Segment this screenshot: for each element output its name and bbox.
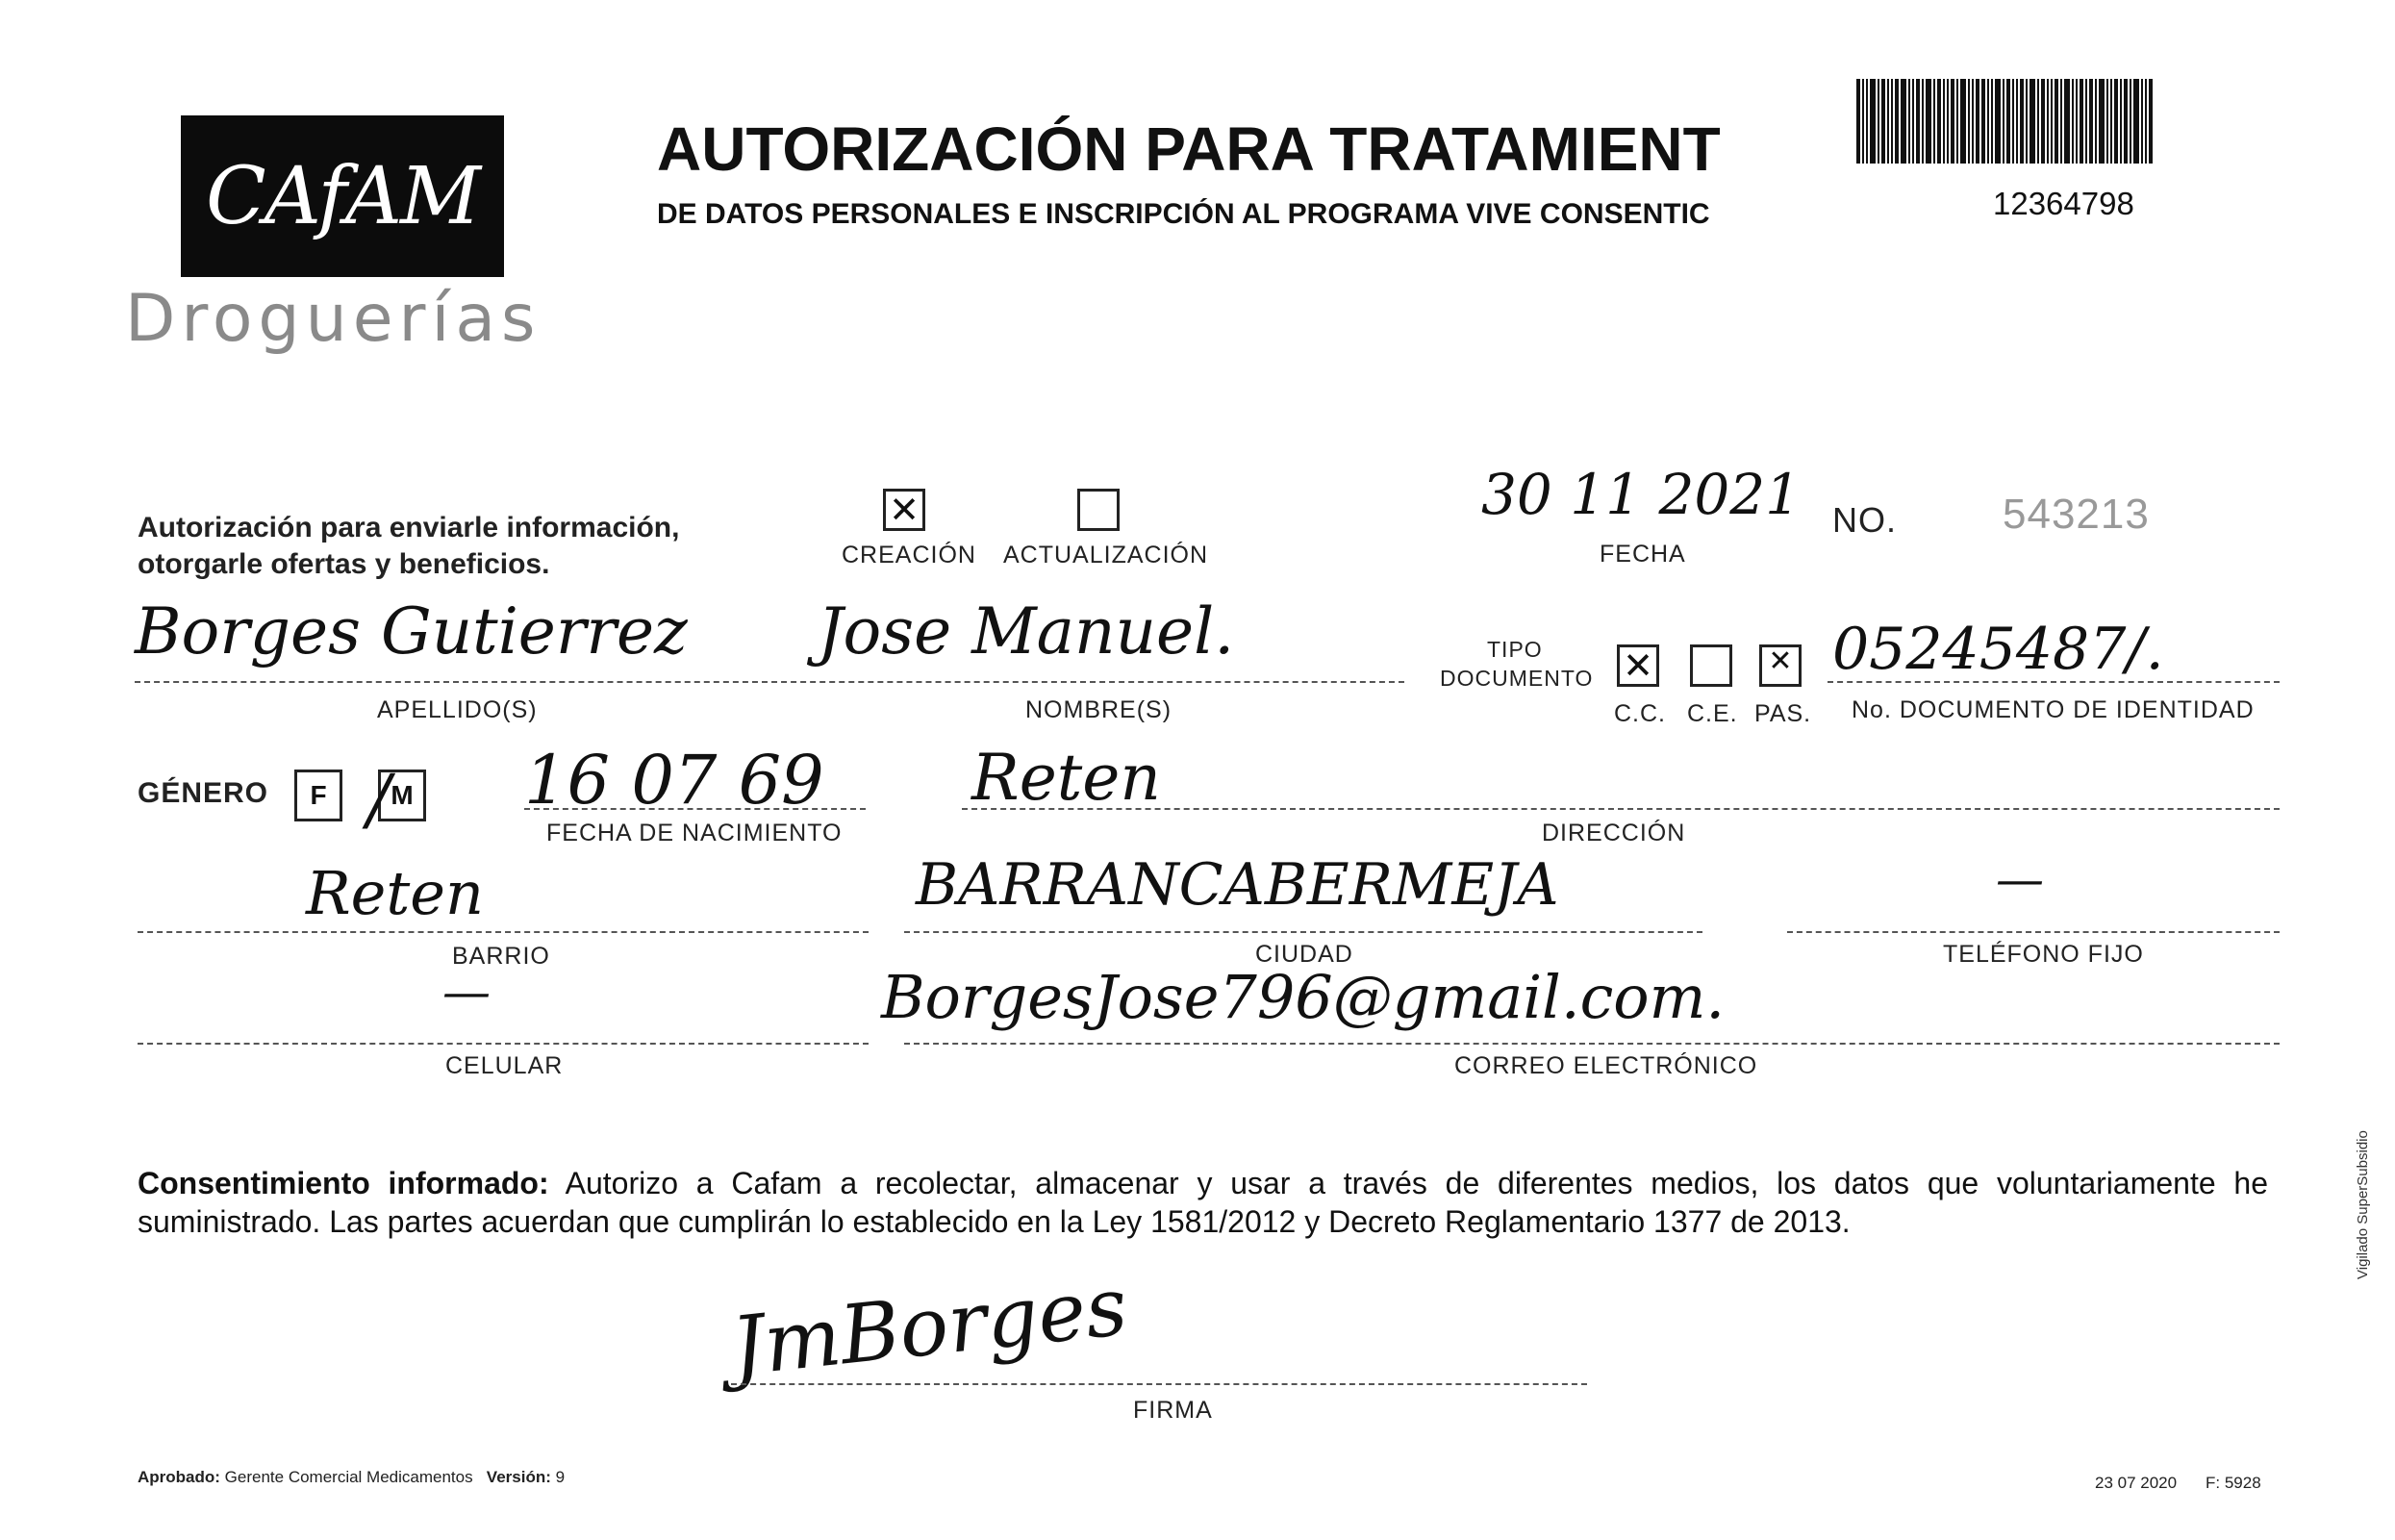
tipo-documento-label-1: TIPO — [1487, 637, 1543, 662]
barcode-bar — [2106, 79, 2108, 164]
barcode-bar — [2072, 79, 2074, 164]
barcode-bar — [2012, 79, 2014, 164]
consent-paragraph — [138, 1164, 2268, 1241]
barcode-bar — [2099, 79, 2105, 164]
firma-label: FIRMA — [1133, 1397, 1213, 1424]
ciudad-value[interactable]: BARRANCABERMEJA — [916, 851, 1559, 919]
aprobado-value: Gerente Comercial Medicamentos — [224, 1468, 473, 1486]
no-value: 543213 — [2003, 491, 2150, 538]
fecha-nacimiento-value[interactable]: 16 07 69 — [524, 741, 824, 820]
barcode-bar — [2149, 79, 2153, 164]
nombres-value[interactable]: Jose Manuel. — [818, 594, 1235, 669]
direccion-value[interactable]: Reten — [971, 741, 1161, 815]
fecha-nacimiento-label: FECHA DE NACIMIENTO — [546, 820, 843, 846]
name-underline — [135, 681, 1404, 683]
barcode-bar — [1926, 79, 1931, 164]
barcode-bar — [2020, 79, 2024, 164]
barcode-bar — [1916, 79, 1920, 164]
barcode-bar — [2133, 79, 2139, 164]
telefono-underline — [1787, 931, 2280, 933]
barcode-bar — [1895, 79, 1899, 164]
barcode-bar — [1922, 79, 1924, 164]
barcode — [1856, 79, 2241, 164]
celular-underline — [138, 1043, 869, 1045]
barcode-bar — [2041, 79, 2045, 164]
apellidos-label: APELLIDO(S) — [377, 696, 538, 723]
footer-form-code: F: 5928 — [2206, 1474, 2261, 1492]
barcode-bar — [1943, 79, 1945, 164]
cc-check-mark: ✕ — [1623, 644, 1653, 687]
footer-date: 23 07 2020 — [2095, 1474, 2178, 1492]
logo-text: CAfAM — [205, 150, 480, 242]
barcode-bar — [1956, 79, 1958, 164]
barcode-bar — [1960, 79, 1966, 164]
correo-label: CORREO ELECTRÓNICO — [1454, 1052, 1758, 1079]
barcode-bar — [1870, 79, 1876, 164]
fecha-label: FECHA — [1600, 541, 1686, 568]
barcode-bar — [2051, 79, 2053, 164]
ciudad-underline — [904, 931, 1702, 933]
barcode-bar — [2141, 79, 2143, 164]
barcode-bar — [2080, 79, 2083, 164]
tipo-documento-label-2: DOCUMENTO — [1440, 666, 1594, 691]
apellidos-value[interactable]: Borges Gutierrez — [135, 594, 688, 669]
creacion-checkbox[interactable] — [883, 489, 925, 531]
barcode-bar — [2085, 79, 2087, 164]
cc-label: C.C. — [1614, 700, 1666, 727]
signature-underline — [731, 1383, 1587, 1385]
barcode-bar — [1887, 79, 1889, 164]
documento-label: No. DOCUMENTO DE IDENTIDAD — [1852, 696, 2255, 723]
genero-label: GÉNERO — [138, 777, 269, 809]
ciudad-label: CIUDAD — [1255, 941, 1353, 968]
cafam-logo — [181, 115, 504, 277]
barrio-label: BARRIO — [452, 943, 550, 970]
document-title: AUTORIZACIÓN PARA TRATAMIENT — [657, 114, 1721, 184]
barcode-bar — [1981, 79, 1985, 164]
footer-approval — [138, 1468, 565, 1487]
creacion-check-mark: ✕ — [889, 489, 920, 531]
barcode-bar — [1901, 79, 1906, 164]
barcode-bar — [2130, 79, 2131, 164]
barcode-bar — [1866, 79, 1868, 164]
consent-lead: Consentimiento informado: — [138, 1166, 549, 1200]
barcode-bar — [2006, 79, 2010, 164]
barcode-bar — [1937, 79, 1941, 164]
barcode-bar — [2076, 79, 2078, 164]
barcode-bar — [1995, 79, 2001, 164]
aprobado-label: Aprobado: — [138, 1468, 220, 1486]
pas-check-mark: ✕ — [1768, 644, 1793, 678]
fecha-nacimiento-underline — [524, 808, 866, 810]
genero-f-box[interactable]: F — [294, 770, 342, 821]
barrio-value[interactable]: Reten — [306, 858, 484, 928]
ce-checkbox[interactable] — [1690, 644, 1732, 687]
telefono-value[interactable]: — — [1996, 851, 2044, 907]
side-vigilado-text: Vigilado SuperSubsidio — [2355, 1130, 2371, 1279]
barcode-bar — [1933, 79, 1935, 164]
cc-checkbox[interactable] — [1617, 644, 1659, 687]
barcode-bar — [1908, 79, 1910, 164]
barcode-bar — [1891, 79, 1893, 164]
genero-m-check-mark: / — [367, 760, 391, 839]
barcode-bar — [1856, 79, 1860, 164]
barcode-bar — [1951, 79, 1954, 164]
brand-subtitle: Droguerías — [125, 281, 542, 357]
documento-value[interactable]: 05245487/. — [1832, 616, 2164, 683]
barcode-bar — [2064, 79, 2070, 164]
ce-label: C.E. — [1687, 700, 1738, 727]
version-value: 9 — [555, 1468, 566, 1486]
actualizacion-label: ACTUALIZACIÓN — [1003, 542, 1209, 568]
barcode-bar — [1881, 79, 1885, 164]
barcode-bar — [2047, 79, 2049, 164]
barcode-bar — [2003, 79, 2004, 164]
barcode-number: 12364798 — [1993, 186, 2134, 221]
barcode-bar — [2120, 79, 2122, 164]
nombres-label: NOMBRE(S) — [1025, 696, 1172, 723]
consent-body: Autorizo a Cafam a recolectar, almacenar y usar a través de diferentes medios, los datos que voluntariamente he suministrado. Las partes acuerdan que cumplirán lo establecido en la Ley 1581/2012 y Decreto Reglamentario 1377 de 2013. — [138, 1166, 2269, 1239]
barcode-bar — [2029, 79, 2035, 164]
barcode-bar — [1947, 79, 1949, 164]
barcode-bar — [1987, 79, 1989, 164]
barcode-bar — [2055, 79, 2058, 164]
documento-underline — [1828, 681, 2280, 683]
barrio-underline — [138, 931, 869, 933]
barcode-bar — [1862, 79, 1864, 164]
correo-underline — [904, 1043, 2280, 1045]
pas-checkbox[interactable] — [1759, 644, 1802, 687]
correo-value[interactable]: BorgesJose796@gmail.com. — [881, 962, 1726, 1032]
genero-m-box[interactable]: M — [378, 770, 426, 821]
barcode-bar — [2089, 79, 2093, 164]
no-label: NO. — [1832, 500, 1898, 540]
barcode-bar — [2114, 79, 2118, 164]
barcode-bar — [2145, 79, 2147, 164]
document-subtitle: DE DATOS PERSONALES E INSCRIPCIÓN AL PROGRAMA VIVE CONSENTIC — [657, 198, 1710, 230]
creacion-label: CREACIÓN — [842, 542, 976, 568]
celular-value[interactable]: — — [442, 964, 491, 1020]
barcode-bar — [1976, 79, 1979, 164]
authorization-text-line1: Autorización para enviarle información, — [138, 512, 680, 543]
barcode-bar — [2037, 79, 2039, 164]
barcode-bar — [1968, 79, 1970, 164]
fecha-value[interactable]: 30 11 2021 — [1481, 462, 1802, 527]
authorization-text-line2: otorgarle ofertas y beneficios. — [138, 548, 550, 580]
barcode-bar — [2026, 79, 2028, 164]
barcode-bar — [2095, 79, 2097, 164]
pas-label: PAS. — [1754, 700, 1812, 727]
barcode-bar — [1878, 79, 1879, 164]
signature-value[interactable]: JmBorges — [727, 1258, 1132, 1395]
telefono-label: TELÉFONO FIJO — [1943, 941, 2144, 968]
barcode-bar — [2060, 79, 2062, 164]
actualizacion-checkbox[interactable] — [1077, 489, 1120, 531]
version-label: Versión: — [486, 1468, 551, 1486]
barcode-bar — [2110, 79, 2112, 164]
barcode-bar — [1912, 79, 1914, 164]
celular-label: CELULAR — [445, 1052, 564, 1079]
barcode-bar — [2124, 79, 2128, 164]
barcode-bar — [1972, 79, 1974, 164]
barcode-bar — [2016, 79, 2018, 164]
direccion-label: DIRECCIÓN — [1542, 820, 1686, 846]
direccion-underline — [962, 808, 2280, 810]
barcode-bar — [1991, 79, 1993, 164]
